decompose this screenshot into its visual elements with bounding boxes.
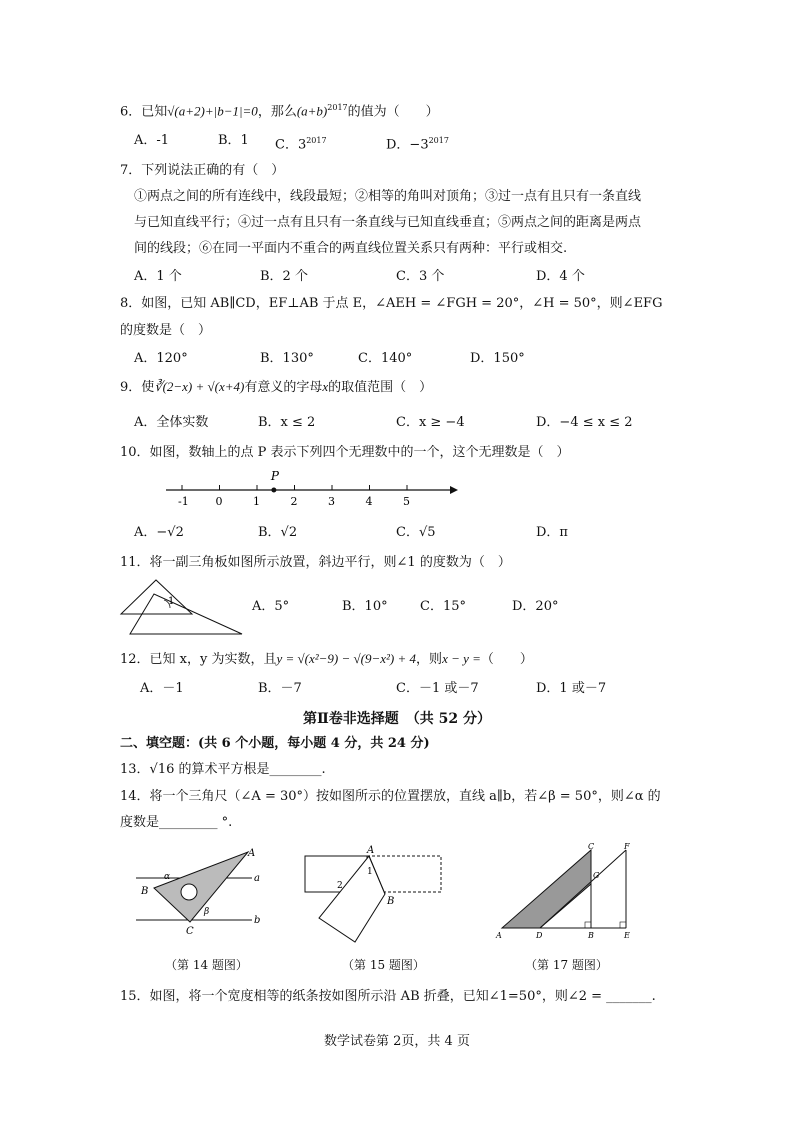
q8-stem-cont: 的度数是（ ）	[120, 323, 212, 338]
q7-option-c: C．3 个	[396, 269, 445, 284]
q10-option-d: D．π	[536, 525, 568, 540]
label-alpha: α	[164, 872, 171, 882]
label-d: D	[536, 931, 543, 940]
number-line-tick-label: 1	[253, 495, 260, 508]
q11-option-d: D．20°	[512, 599, 559, 614]
q13-stem: 13．√16 的算术平方根是________.	[120, 762, 326, 777]
q8-option-a: A．120°	[134, 351, 188, 366]
q7-body-line: ①两点之间的所有连线中，线段最短；②相等的角叫对顶角；③过一点有且只有一条直线	[134, 189, 642, 204]
q9-option-b: B．x ≤ 2	[258, 415, 316, 430]
figure-14	[132, 848, 272, 948]
number-line-tick-label: 3	[328, 495, 335, 508]
figure-14-caption: （第 14 题图）	[165, 958, 248, 972]
q11-option-b: B．10°	[342, 599, 388, 614]
fill-in-heading: 二、填空题：(共 6 个小题，每小题 4 分，共 24 分)	[120, 736, 430, 751]
label-e: E	[624, 931, 630, 940]
q9-option-a: A．全体实数	[134, 415, 209, 430]
set-square	[154, 852, 248, 922]
set-square-figure	[120, 578, 250, 638]
q8-option-c: C．140°	[358, 351, 413, 366]
number-line-tick-label: 5	[403, 495, 410, 508]
page-footer: 数学试卷第 2页，共 4 页	[324, 1034, 470, 1049]
number-line-tick-label: 0	[215, 495, 223, 508]
q6-stem: 6．已知√(a+2)+|b−1|=0，那么$(a+b)^{2017}$的值为（ ）	[120, 103, 439, 120]
number-line-tick-label: 4	[365, 495, 373, 508]
section-title: 第Ⅱ卷非选择题 （共 52 分）	[302, 711, 492, 727]
q12-expression: y = √(x²−9) − √(9−x²) + 4	[276, 651, 417, 666]
label-g: G	[593, 871, 600, 880]
q12-option-a: A．－1	[140, 681, 184, 696]
q12-stem: 12．已知 x，y 为实数，且y = √(x²−9) − √(9−x²) + 4，则x − y =（ ）	[120, 651, 533, 667]
label-line-a: a	[254, 873, 260, 884]
q9-stem: 9．使∛(2−x) + √(x+4)有意义的字母x的取值范围（ ）	[120, 379, 433, 395]
q12-option-d: D．1 或－7	[536, 681, 607, 696]
q7-option-d: D．4 个	[536, 269, 585, 284]
label-b: B	[588, 931, 594, 940]
q12-option-b: B．－7	[258, 681, 302, 696]
q7-option-b: B．2 个	[260, 269, 308, 284]
label-a: A	[496, 931, 502, 940]
q15-stem: 15．如图，将一个宽度相等的纸条按如图所示沿 AB 折叠，已知∠1=50°，则∠2 = _______.	[120, 989, 656, 1004]
q7-body-line: 间的线段；⑥在同一平面内不重合的两直线位置关系只有两种：平行或相交.	[134, 241, 568, 256]
q9-option-d: D．−4 ≤ x ≤ 2	[536, 415, 633, 430]
q7-stem: 7．下列说法正确的有（ ）	[120, 163, 285, 178]
label-line-b: b	[254, 915, 261, 926]
figure-15	[305, 846, 455, 956]
q10-option-c: C．√5	[396, 525, 436, 540]
q11-option-c: C．15°	[420, 599, 466, 614]
q11-option-a: A．5°	[252, 599, 290, 614]
label-b-vertex: B	[141, 886, 149, 897]
label-c-vertex: C	[186, 926, 194, 937]
q9-option-c: C．x ≥ −4	[396, 415, 465, 430]
label-a-vertex: A	[248, 848, 256, 859]
q10-stem: 10．如图，数轴上的点 P 表示下列四个无理数中的一个，这个无理数是（ ）	[120, 445, 570, 460]
point-p-marker	[271, 488, 276, 493]
label-angle-2: 2	[337, 881, 343, 891]
point-p-label: P	[270, 469, 279, 483]
q8-option-d: D．150°	[470, 351, 525, 366]
label-b: B	[387, 896, 395, 907]
q10-option-a: A．−√2	[134, 525, 184, 540]
q14-stem-cont: 度数是_________ °.	[120, 815, 233, 830]
q10-option-b: B．√2	[258, 525, 298, 540]
angle-1-label: 1	[168, 596, 175, 607]
triangle-45	[121, 580, 192, 614]
figure-17	[496, 844, 646, 944]
q7-body-line: 与已知直线平行；④过一点有且只有一条直线与已知直线垂直；⑤两点之间的距离是两点	[134, 215, 642, 230]
q11-stem: 11．将一副三角板如图所示放置，斜边平行，则∠1 的度数为（ ）	[120, 555, 511, 570]
q12-option-c: C．－1 或－7	[396, 681, 479, 696]
q7-option-a: A．1 个	[134, 269, 182, 284]
figure-15-caption: （第 15 题图）	[342, 958, 425, 972]
label-c: C	[588, 842, 595, 851]
number-line-tick-label: -1	[178, 495, 189, 508]
q6-option-a: A．-1	[134, 133, 170, 148]
number-line-tick-label: 2	[290, 495, 298, 508]
q8-stem: 8．如图，已知 AB∥CD，EF⊥AB 于点 E，∠AEH = ∠FGH = 20°，∠H = 50°，则∠EFG	[120, 296, 663, 311]
q6-option-b: B．1	[218, 133, 249, 148]
q6-option-d: D．$-3^{2017}$	[386, 136, 449, 153]
q8-option-b: B．130°	[260, 351, 314, 366]
q6-option-c: C．$3^{2017}$	[275, 136, 327, 153]
label-f: F	[624, 842, 630, 851]
number-line-figure	[160, 468, 460, 518]
q6-expression: √(a+2)+|b−1|=0	[167, 103, 258, 119]
q14-stem: 14．将一个三角尺（∠A = 30°）按如图所示的位置摆放，直线 a∥b，若∠β = 50°，则∠α 的	[120, 789, 661, 804]
figure-17-caption: （第 17 题图）	[525, 958, 608, 972]
folded-strip	[319, 856, 385, 942]
q9-expression: ∛(2−x) + √(x+4)	[154, 379, 245, 394]
label-a: A	[367, 845, 375, 856]
label-beta: β	[204, 907, 210, 917]
label-angle-1: 1	[367, 867, 373, 877]
